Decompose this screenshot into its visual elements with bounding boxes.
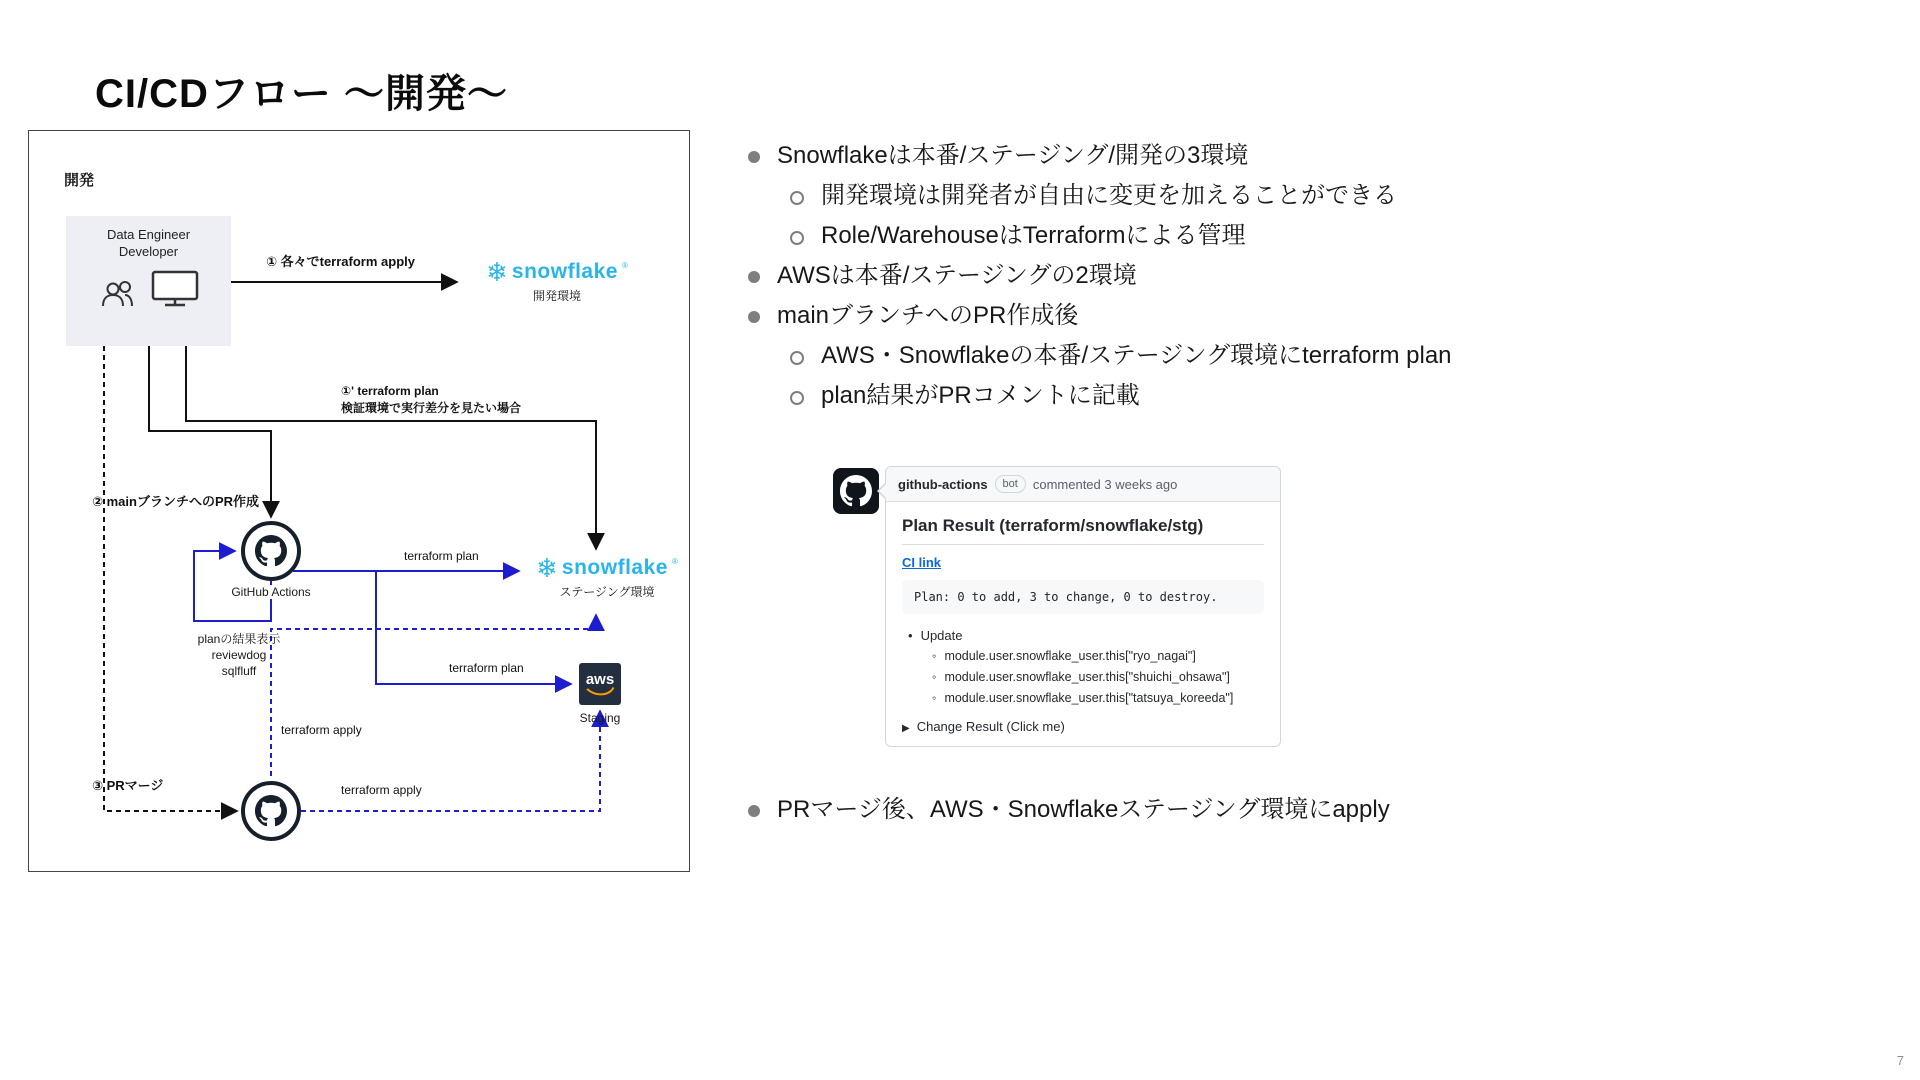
edge-apply-snowflake-stg bbox=[271, 615, 596, 776]
bullet-marker bbox=[790, 191, 804, 205]
bullet-text: AWSは本番/ステージングの2環境 bbox=[777, 262, 1137, 289]
aws-env-label: Staging bbox=[579, 711, 621, 725]
comment-header bbox=[886, 467, 1280, 502]
github-actions-label: GitHub Actions bbox=[211, 585, 331, 599]
snowflake-wordmark: snowflake bbox=[561, 556, 668, 579]
comment-author-link[interactable]: github-actions bbox=[898, 476, 988, 492]
update-list bbox=[906, 626, 1264, 709]
github-bot-avatar[interactable] bbox=[833, 468, 879, 514]
bullet-item bbox=[740, 296, 1506, 336]
edge-pr-merge bbox=[104, 346, 237, 811]
snowflake-icon: ❄ bbox=[486, 257, 508, 287]
actor-title-line1: Data Engineer bbox=[106, 227, 191, 242]
snowflake-stg-env-label: ステージング環境 bbox=[559, 585, 655, 599]
update-item: ◦ module.user.snowflake_user.this["tatsuya_koreeda"] bbox=[906, 688, 1264, 709]
bullet-item bbox=[740, 376, 1506, 416]
closing-bullet bbox=[740, 790, 1506, 830]
update-label: • Update bbox=[906, 626, 1264, 646]
monitor-icon bbox=[151, 270, 199, 308]
bullet-marker bbox=[748, 805, 760, 817]
github-comment-embed bbox=[885, 466, 1281, 747]
bullet-marker bbox=[748, 271, 760, 283]
label-step1b-title: ①' terraform plan bbox=[341, 384, 439, 398]
plan-result-heading: Plan Result (terraform/snowflake/stg) bbox=[902, 516, 1264, 545]
comment-timestamp: commented 3 weeks ago bbox=[1032, 476, 1178, 492]
plan-summary-code: Plan: 0 to add, 3 to change, 0 to destroy. bbox=[902, 580, 1264, 614]
region-label-dev: 開発 bbox=[64, 172, 95, 189]
developers-icon bbox=[99, 278, 141, 308]
snowflake-icon: ❄ bbox=[536, 553, 558, 583]
github-actions-icon bbox=[238, 518, 304, 584]
bullet-text: Snowflakeは本番/ステージング/開発の3環境 bbox=[777, 142, 1249, 169]
snowflake-wordmark: snowflake bbox=[511, 260, 618, 283]
ci-link[interactable]: CI link bbox=[902, 555, 942, 570]
label-step1b-note: 検証環境で実行差分を見たい場合 bbox=[341, 401, 522, 415]
snowflake-dev-logo bbox=[477, 259, 637, 304]
feedback-line2: reviewdog bbox=[211, 648, 267, 662]
label-terraform-plan-snowflake: terraform plan bbox=[404, 549, 479, 563]
bullet-marker bbox=[790, 391, 804, 405]
label-step2: ② mainブランチへのPR作成 bbox=[92, 494, 260, 509]
bullet-marker bbox=[748, 311, 760, 323]
feedback-line1: planの結果表示 bbox=[197, 632, 281, 646]
page-title: CI/CDフロー 〜開発〜 bbox=[95, 72, 508, 116]
bot-badge: bot bbox=[995, 475, 1026, 493]
bullet-item bbox=[740, 176, 1506, 216]
aws-smile-icon bbox=[585, 687, 615, 696]
bullet-item bbox=[740, 136, 1506, 176]
update-item: ◦ module.user.snowflake_user.this["ryo_nagai"] bbox=[906, 646, 1264, 667]
developer-box bbox=[66, 216, 231, 346]
bullet-marker bbox=[790, 351, 804, 365]
aws-wordmark: aws bbox=[585, 670, 615, 688]
comment-body bbox=[886, 502, 1280, 746]
bullet-item bbox=[740, 256, 1506, 296]
registered-mark: ® bbox=[671, 557, 678, 566]
bullet-text: mainブランチへのPR作成後 bbox=[777, 302, 1079, 329]
bullet-text: plan結果がPRコメントに記載 bbox=[821, 382, 1140, 409]
github-merge-icon bbox=[238, 778, 304, 844]
bullet-text: PRマージ後、AWS・Snowflakeステージング環境にapply bbox=[777, 796, 1390, 823]
bullet-list bbox=[740, 136, 1506, 416]
update-item: ◦ module.user.snowflake_user.this["shuichi_ohsawa"] bbox=[906, 667, 1264, 688]
bullet-text: Role/WarehouseはTerraformによる管理 bbox=[821, 222, 1246, 249]
snowflake-stg-logo bbox=[527, 555, 687, 600]
feedback-line3: sqlfluff bbox=[221, 664, 257, 678]
actor-title-line2: Developer bbox=[118, 244, 179, 259]
bullet-marker bbox=[748, 151, 760, 163]
registered-mark: ® bbox=[621, 261, 628, 270]
label-terraform-apply-aws: terraform apply bbox=[341, 783, 422, 797]
label-step3: ③ PRマージ bbox=[92, 778, 164, 793]
page-number: 7 bbox=[1896, 1053, 1904, 1068]
bullet-text: AWS・Snowflakeの本番/ステージング環境にterraform plan bbox=[821, 342, 1452, 369]
cicd-flow-diagram bbox=[28, 130, 690, 872]
bullet-item bbox=[740, 336, 1506, 376]
snowflake-dev-env-label: 開発環境 bbox=[532, 289, 581, 303]
bullet-marker bbox=[790, 231, 804, 245]
change-result-toggle[interactable]: ▶ Change Result (Click me) bbox=[902, 719, 1264, 734]
label-terraform-apply-snowflake: terraform apply bbox=[281, 723, 362, 737]
label-terraform-plan-aws: terraform plan bbox=[449, 661, 524, 675]
aws-logo bbox=[579, 663, 621, 705]
bullet-item bbox=[740, 216, 1506, 256]
label-step1: ① 各々でterraform apply bbox=[266, 254, 415, 269]
plan-feedback-note bbox=[179, 631, 299, 679]
bullet-text: 開発環境は開発者が自由に変更を加えることができる bbox=[821, 182, 1397, 209]
